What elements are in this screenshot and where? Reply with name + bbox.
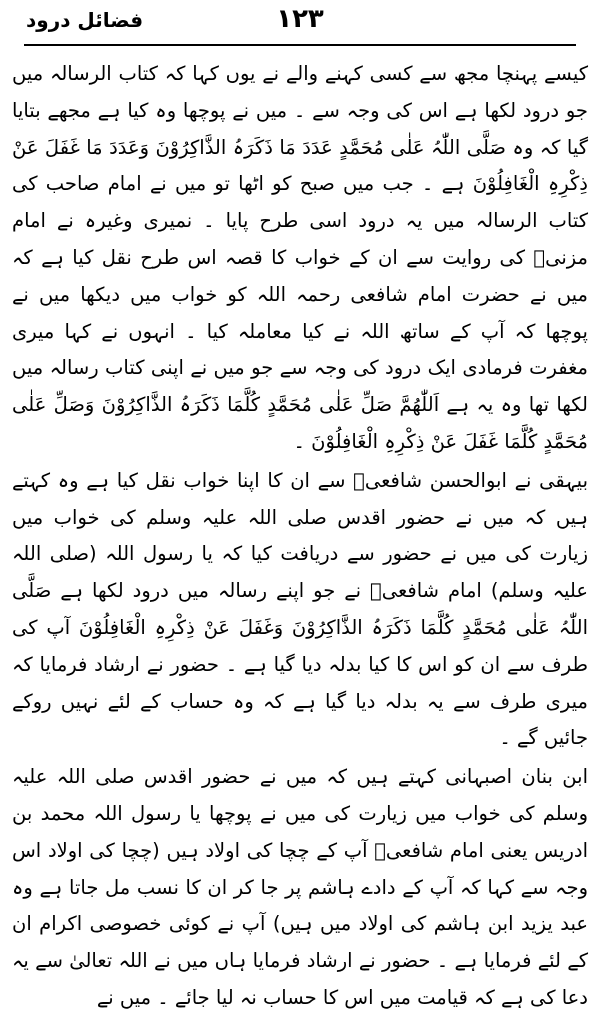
page-header — [12, 0, 588, 46]
page-body — [12, 56, 588, 1017]
page-number: ۱۲۳ — [276, 4, 324, 34]
paragraph-1: کیسے پہنچا مجھ سے کسی کہنے والے نے یوں کہا کہ کتاب الرسالہ میں جو درود لکھا ہے اس کی وجہ سے ۔ میں نے پوچھا وہ کیا ہے مجھے بتایا گیا کہ وہ صَلَّی اللّٰہُ عَلٰی مُحَمَّدٍ عَدَدَ مَا ذَکَرَہُ الذَّاکِرُوْنَ وَعَدَدَ مَا غَفَلَ عَنْ ذِکْرِہِ الْغَافِلُوْنَ ہے ۔ جب میں صبح کو اٹھا تو میں نے امام صاحب کی کتاب الرسالہ میں یہ درود اسی طرح پایا ۔ نمیری وغیرہ نے امام مزنیؒ کی روایت سے ان کے خواب کا قصہ اس طرح نقل کیا ہے کہ میں نے حضرت امام شافعی رحمہ اللہ کو خواب میں دیکھا میں نے پوچھا کہ آپ کے ساتھ اللہ نے کیا معاملہ کیا ۔ انہوں نے کہا میری مغفرت فرمادی ایک درود کی وجہ سے جو میں نے اپنی کتاب رسالہ میں لکھا تھا وہ یہ ہے اَللّٰھُمَّ صَلِّ عَلٰی مُحَمَّدٍ کُلَّمَا ذَکَرَہُ الذَّاکِرُوْنَ وَصَلِّ عَلٰی مُحَمَّدٍ کُلَّمَا غَفَلَ عَنْ ذِکْرِہِ الْغَافِلُوْنَ ۔ — [12, 62, 588, 453]
paragraph-3: ابن بنان اصبہانی کہتے ہیں کہ میں نے حضور اقدس صلی اللہ علیہ وسلم کی خواب میں زیارت کی میں نے پوچھا یا رسول اللہ محمد بن ادریس یعنی امام شافعیؒ آپ کے چچا کی اولاد ہیں (چچا کی اولاد اس وجہ سے کہا کہ آپ کے دادے ہاشم پر جا کر ان کا نسب مل جاتا ہے وہ عبد یزید ابن ہاشم کی اولاد میں ہیں) آپ نے کوئی خصوصی اکرام ان کے لئے فرمایا ہے ۔ حضور نے ارشاد فرمایا ہاں میں نے اللہ تعالیٰ سے یہ دعا کی ہے کہ قیامت میں اس کا حساب نہ لیا جائے ۔ میں نے — [12, 765, 588, 1009]
running-title: فضائل درود — [26, 8, 144, 32]
paragraph-2: بیہقی نے ابوالحسن شافعیؒ سے ان کا اپنا خواب نقل کیا ہے وہ کہتے ہیں کہ میں نے حضور اقدس صلی اللہ علیہ وسلم کی خواب میں زیارت کی میں نے حضور سے دریافت کیا کہ یا رسول اللہ (صلی اللہ علیہ وسلم) امام شافعیؒ نے جو اپنے رسالہ میں درود لکھا ہے صَلَّی اللّٰہُ عَلٰی مُحَمَّدٍ کُلَّمَا ذَکَرَہُ الذَّاکِرُوْنَ وَغَفَلَ عَنْ ذِکْرِہِ الْغَافِلُوْنَ آپ کی طرف سے ان کو اس کا کیا بدلہ دیا گیا ہے ۔ حضور نے ارشاد فرمایا کہ میری طرف سے یہ بدلہ دیا گیا ہے کہ وہ حساب کے لئے نہیں روکے جائیں گے ۔ — [12, 468, 588, 750]
header-rule — [24, 44, 576, 46]
